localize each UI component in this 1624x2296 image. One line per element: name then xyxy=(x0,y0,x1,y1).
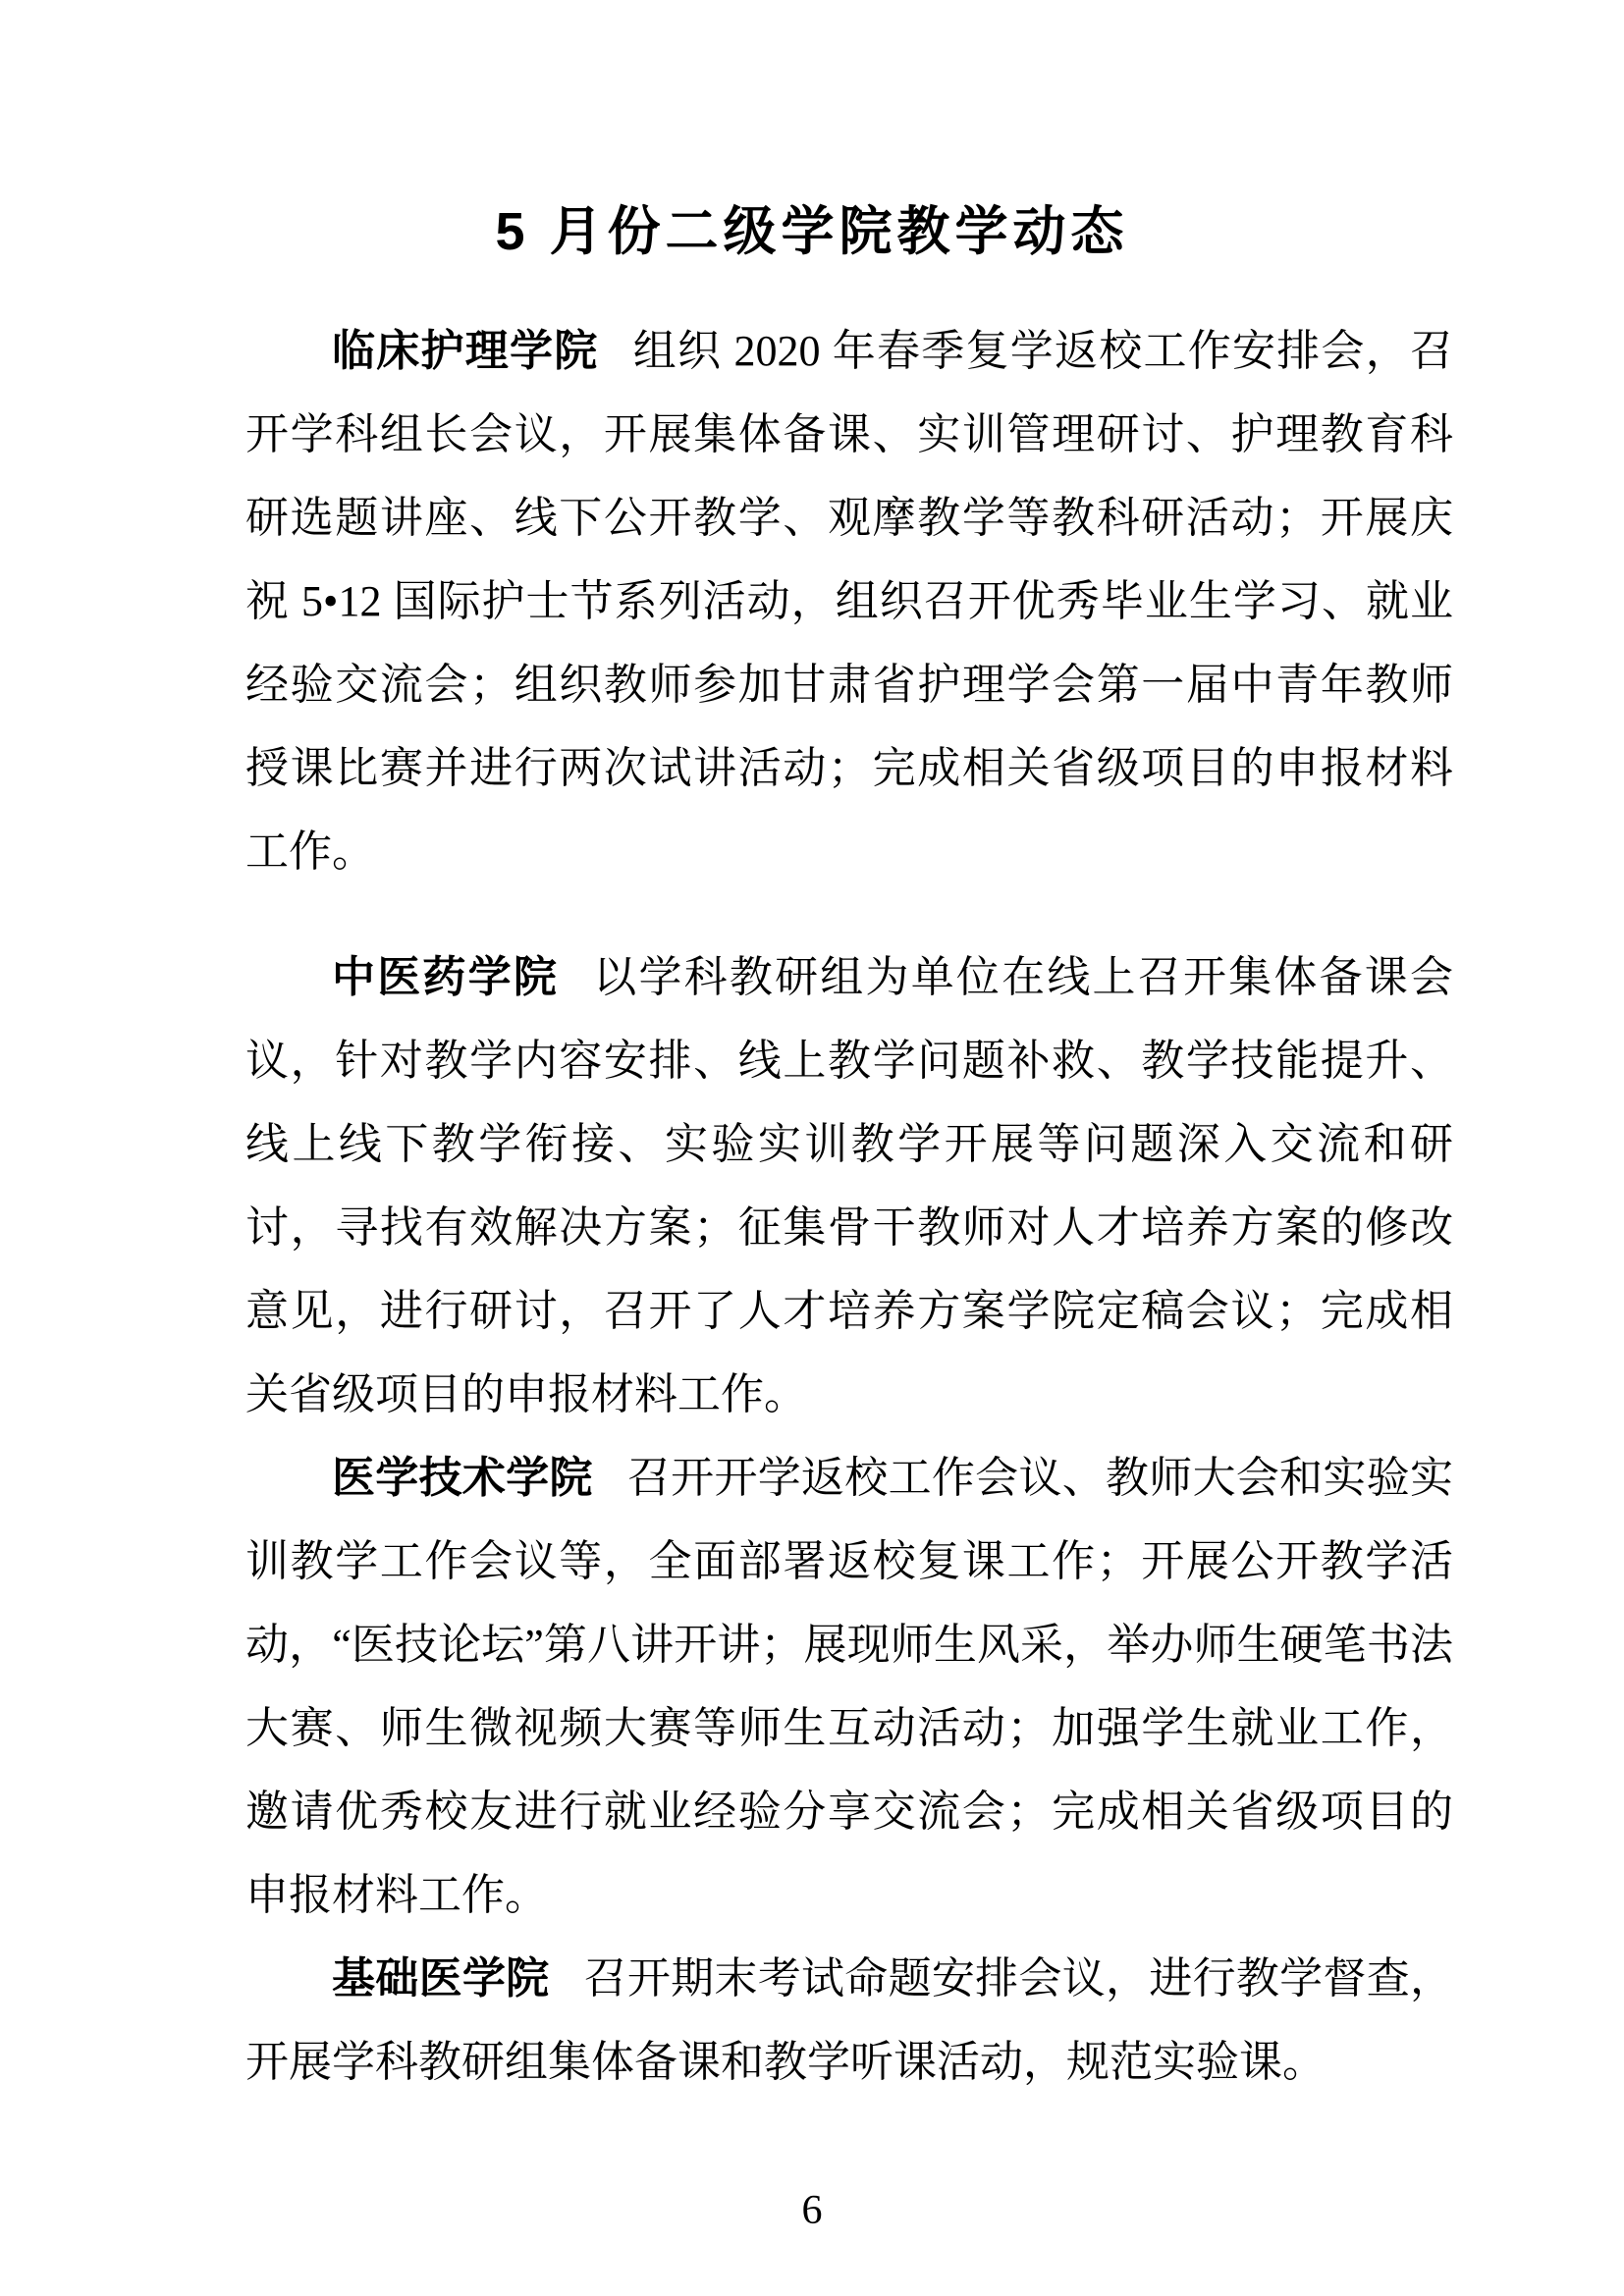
paragraph-text: 以学科教研组为单位在线上召开集体备课会议，针对教学内容安排、线上教学问题补救、教学技能提升、线上线下教学衔接、实验实训教学开展等问题深入交流和研讨，寻找有效解决方案；征集骨干教师对人才培养方案的修改意见，进行研讨，召开了人才培养方案学院定稿会议；完成相关省级项目的申报材料工作。 xyxy=(245,953,1453,1418)
college-name-tcm: 中医药学院 xyxy=(332,953,560,1001)
paragraph-text: 召开期末考试命题安排会议，进行教学督查，开展学科教研组集体备课和教学听课活动，规范实验课。 xyxy=(245,1954,1454,2086)
paragraph-tcm xyxy=(245,935,1453,1436)
college-name-medical-technology: 医学技术学院 xyxy=(332,1454,593,1502)
college-name-basic-medicine: 基础医学院 xyxy=(332,1954,550,2002)
paragraph-basic-medicine xyxy=(245,1937,1453,2104)
paragraph-clinical-nursing xyxy=(245,309,1453,893)
college-name-clinical-nursing: 临床护理学院 xyxy=(332,327,599,375)
paragraph-medical-technology xyxy=(245,1436,1453,1937)
paragraph-text: 组织 2020 年春季复学返校工作安排会，召开学科组长会议，开展集体备课、实训管理研讨、护理教育科研选题讲座、线下公开教学、观摩教学等教科研活动；开展庆祝 5•12 国际护士节系列活动，组织召开优秀毕业生学习、就业经验交流会；组织教师参加甘肃省护理学会第一届中青年教师授课比赛并进行两次试讲活动；完成相关省级项目的申报材料工作。 xyxy=(245,327,1454,876)
page-title: 5 月份二级学院教学动态 xyxy=(495,202,1129,261)
paragraph-text: 召开开学返校工作会议、教师大会和实验实训教学工作会议等，全面部署返校复课工作；开展公开教学活动，“医技论坛”第八讲开讲；展现师生风采，举办师生硬笔书法大赛、师生微视频大赛等师生互动活动；加强学生就业工作，邀请优秀校友进行就业经验分享交流会；完成相关省级项目的申报材料工作。 xyxy=(245,1454,1453,1919)
page-number: 6 xyxy=(801,2188,823,2233)
